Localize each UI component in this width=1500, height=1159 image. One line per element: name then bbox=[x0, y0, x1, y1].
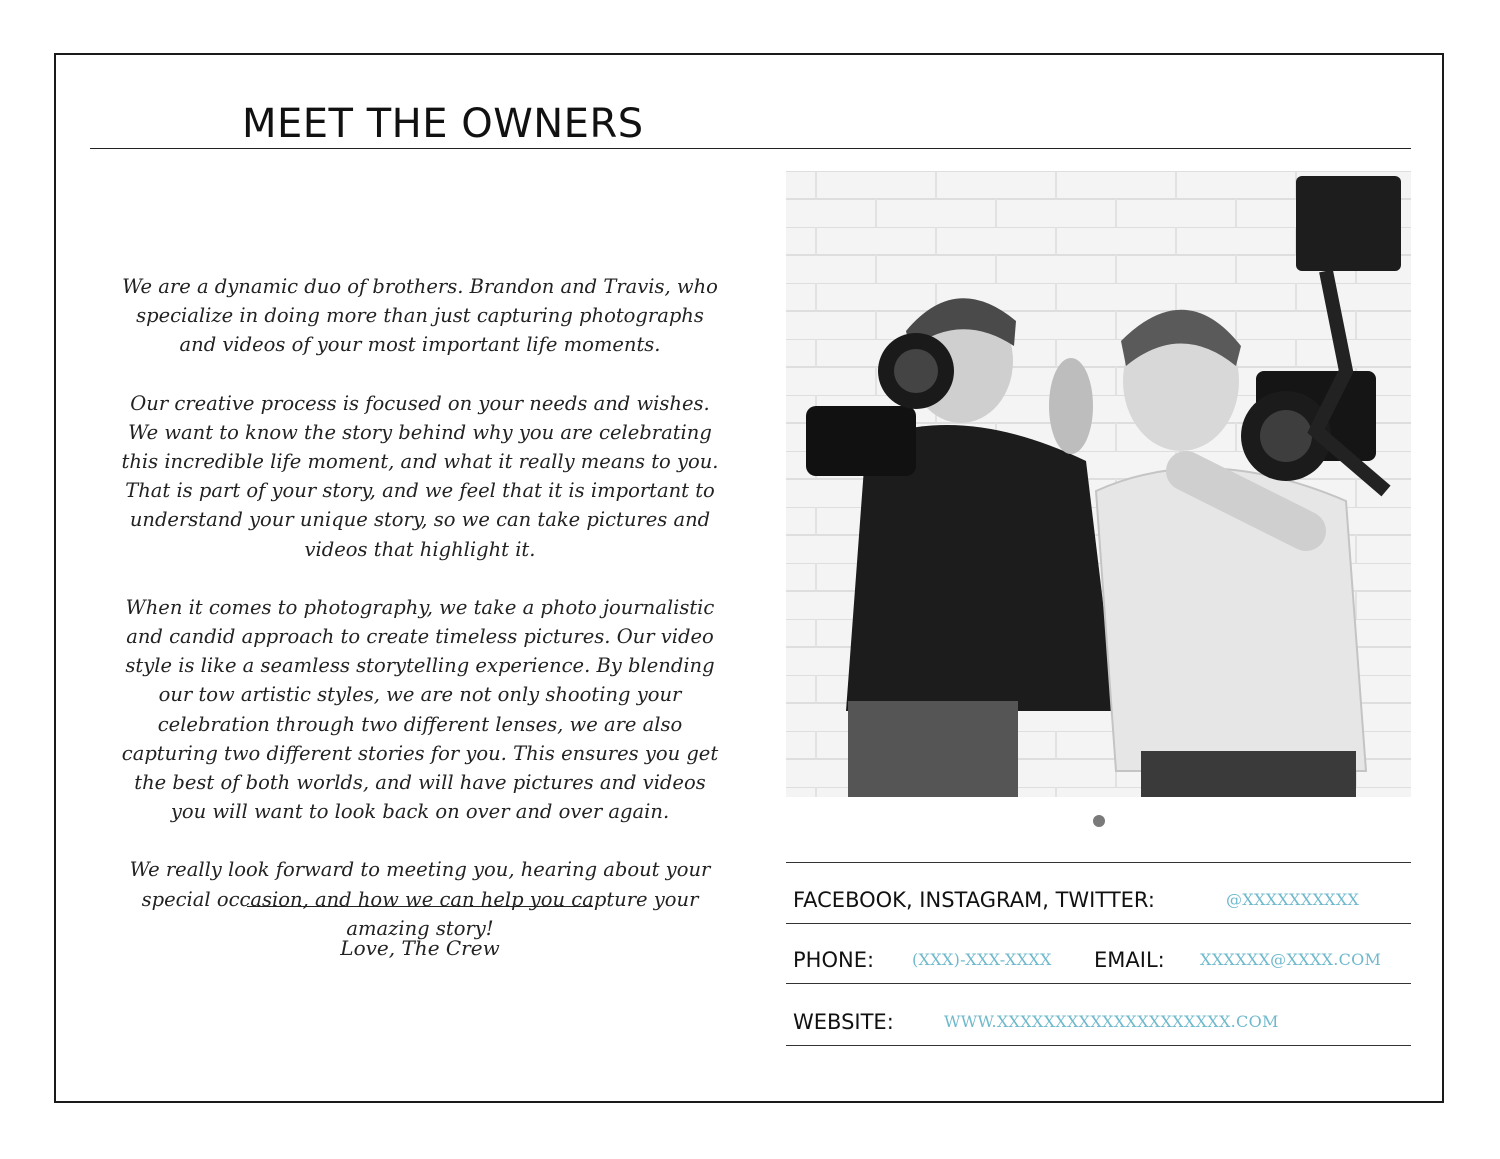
bio-paragraph: Our creative process is focused on your needs and wishes. We want to know the story behind why you are celebrating this incredible life moment, and what it really means to you. That is part of your story, and we feel that it is important to understand your unique story, so we can take pictures and videos that highlight it. bbox=[121, 391, 719, 561]
website-value[interactable]: WWW.XXXXXXXXXXXXXXXXXXXX.COM bbox=[944, 1012, 1279, 1031]
email-label: EMAIL: bbox=[1094, 948, 1165, 972]
contact-divider bbox=[786, 983, 1411, 984]
signature-divider bbox=[247, 906, 593, 907]
website-label: WEBSITE: bbox=[793, 1010, 894, 1034]
social-value[interactable]: @XXXXXXXXXX bbox=[1226, 890, 1360, 909]
title-divider bbox=[90, 148, 1411, 149]
phone-label: PHONE: bbox=[793, 948, 875, 972]
social-label: FACEBOOK, INSTAGRAM, TWITTER: bbox=[793, 888, 1155, 912]
bio-paragraph: We are a dynamic duo of brothers. Brandon and Travis, who specialize in doing more than just capturing photographs and videos of your most important life moments. bbox=[122, 275, 718, 357]
bio-paragraph: When it comes to photography, we take a photo journalistic and candid approach to create timeless pictures. Our video style is like a seamless storytelling experience. By blending our tow artistic styles, we are not only shooting your celebration through two different lenses, we are also capturing two different stories for you. This ensures you get the best of both worlds, and will have pictures and videos you will want to look back on over and over again. bbox=[121, 595, 719, 824]
phone-value[interactable]: (XXX)-XXX-XXXX bbox=[912, 950, 1052, 969]
owners-photo bbox=[786, 171, 1411, 797]
page-title: MEET THE OWNERS bbox=[242, 101, 644, 147]
carousel-dot-icon[interactable] bbox=[1093, 815, 1105, 827]
email-value[interactable]: XXXXXX@XXXX.COM bbox=[1200, 950, 1382, 969]
contact-divider bbox=[786, 1045, 1411, 1046]
signoff-text: Love, The Crew bbox=[340, 936, 500, 960]
contact-divider bbox=[786, 862, 1411, 863]
bio-text bbox=[120, 272, 720, 972]
bio-paragraph: We really look forward to meeting you, hearing about your special occasion, and how we can help you capture your amazing story! bbox=[129, 858, 711, 940]
contact-divider bbox=[786, 923, 1411, 924]
